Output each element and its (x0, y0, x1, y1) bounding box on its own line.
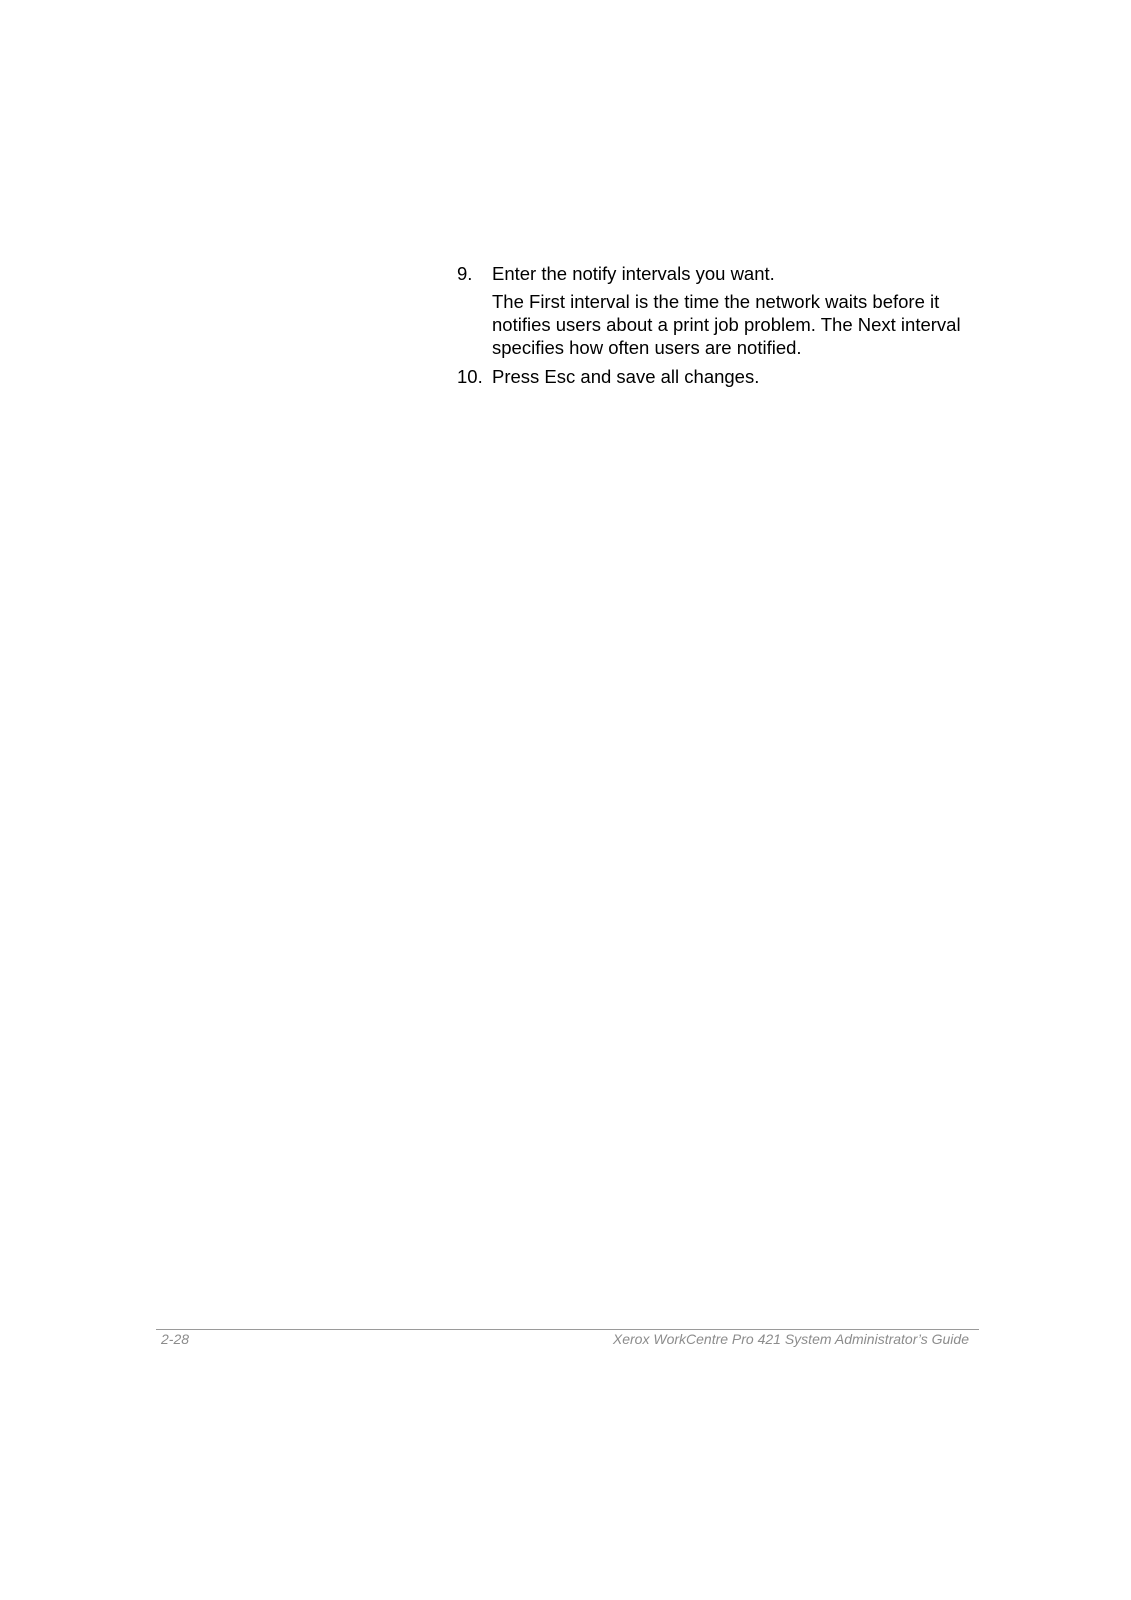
step-9 (457, 262, 987, 359)
step-text: Enter the notify intervals you want. (492, 263, 775, 284)
footer-divider (156, 1329, 979, 1330)
footer-document-title: Xerox WorkCentre Pro 421 System Administrator’s Guide (612, 1331, 969, 1347)
footer-page-number: 2-28 (161, 1331, 190, 1347)
step-number: 9. (457, 263, 473, 284)
step-detail: The First interval is the time the network waits before it notifies users about a print job problem. The Next interval specifies how often users are notified. (492, 291, 961, 358)
step-text: Press Esc and save all changes. (492, 366, 760, 387)
procedure-steps (457, 262, 987, 394)
step-10 (457, 365, 987, 388)
step-number: 10. (457, 366, 483, 387)
